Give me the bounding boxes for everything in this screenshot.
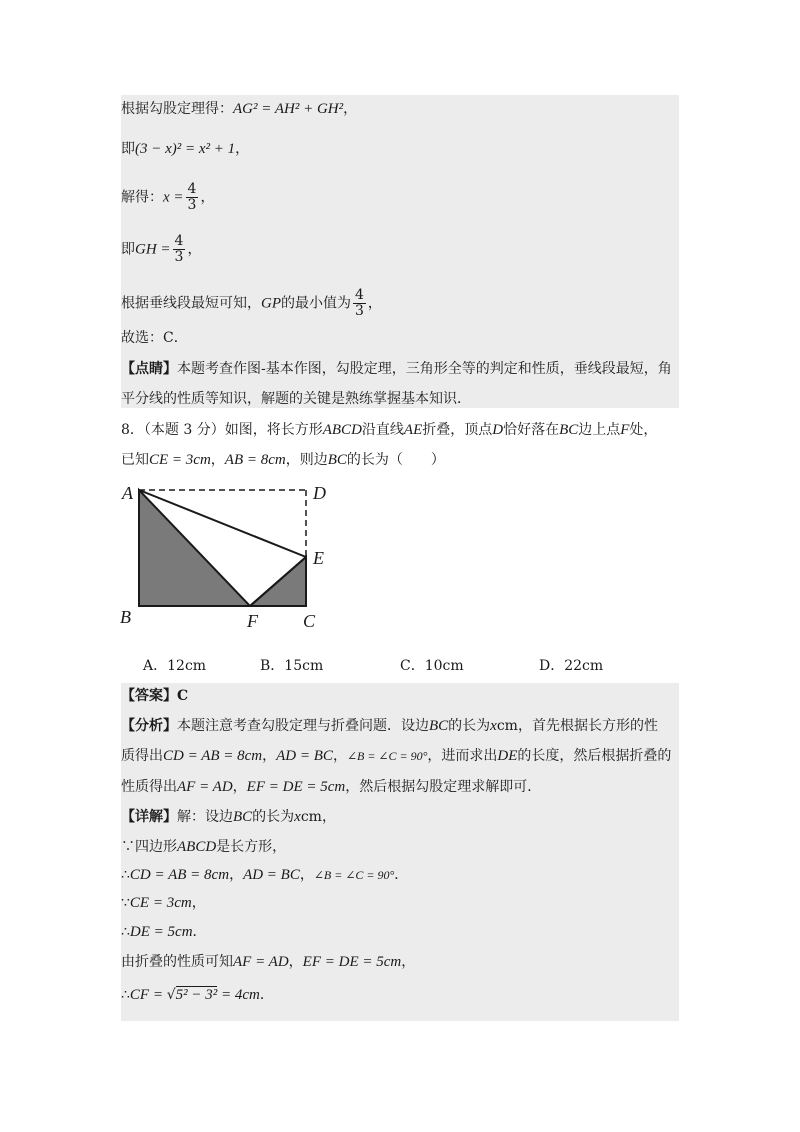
label-c: C: [303, 611, 316, 631]
label-e: E: [313, 548, 324, 568]
detail-line-7: ∴CF = √5² − 3² = 4cm．: [121, 987, 274, 1003]
detail-line-3: ∴CD = AB = 8cm，AD = BC，∠B = ∠C = 90°．: [121, 867, 409, 883]
solution-line-6: 故选：C．: [121, 330, 188, 346]
solution-line-4: 即GH = $\frac{4}{3}$ ，: [121, 233, 202, 265]
detail-line-6: 由折叠的性质可知AF = AD，EF = DE = 5cm，: [121, 954, 416, 970]
label-d: D: [313, 483, 326, 503]
solution-line-3: 解得：x = $\frac{4}{3}$ ，: [121, 181, 215, 213]
solution-line-1: 根据勾股定理得：AG² = AH² + GH²，: [121, 101, 358, 117]
label-f: F: [247, 611, 258, 631]
detail-line-5: ∴DE = 5cm．: [121, 924, 207, 940]
option-b[interactable]: B．15cm: [260, 658, 324, 674]
solution-line-5: 根据垂线段最短可知，GP的最小值为 $\frac{4}{3}$ ，: [121, 287, 382, 319]
analysis-line-1: 【分析】本题注意考查勾股定理与折叠问题．设边BC的长为xcm，首先根据长方形的性: [121, 718, 658, 734]
solution-line-2: 即(3 − x)² = x² + 1，: [121, 141, 250, 157]
comment-line-2: 平分线的性质等知识，解题的关键是熟练掌握基本知识．: [121, 391, 471, 407]
question-line-1: 8．（本题 3 分）如图，将长方形ABCD沿直线AE折叠，顶点D恰好落在BC边上点F处，: [121, 422, 658, 438]
fraction: $\frac{4}{3}$: [187, 181, 197, 213]
option-d[interactable]: D．22cm: [539, 658, 604, 674]
option-a[interactable]: A．12cm: [143, 658, 207, 674]
question-line-2: 已知CE = 3cm，AB = 8cm，则边BC的长为（ ）: [121, 452, 445, 468]
fraction: $\frac{4}{3}$: [355, 287, 364, 319]
label-b: B: [120, 607, 131, 627]
answer-line: 【答案】C: [121, 688, 189, 704]
detail-line-2: ∵四边形ABCD是长方形，: [121, 839, 287, 855]
detail-line-4: ∵CE = 3cm，: [121, 895, 206, 911]
sqrt-sign: √: [166, 987, 176, 1003]
analysis-line-3: 性质得出AF = AD，EF = DE = 5cm，然后根据勾股定理求解即可．: [121, 779, 542, 795]
comment-line-1: 【点睛】本题考查作图-基本作图，勾股定理，三角形全等的判定和性质，垂线段最短，角: [121, 361, 672, 377]
shaded-triangle-abf: [139, 490, 250, 606]
detail-line-1: 【详解】解：设边BC的长为xcm，: [121, 809, 336, 825]
analysis-line-2: 质得出CD = AB = 8cm，AD = BC，∠B = ∠C = 90°，进而求出DE的长度，然后根据折叠的: [121, 748, 672, 764]
label-a: A: [122, 483, 133, 503]
fraction: $\frac{4}{3}$: [174, 233, 184, 265]
option-c[interactable]: C．10cm: [400, 658, 464, 674]
folding-figure: [110, 475, 350, 640]
